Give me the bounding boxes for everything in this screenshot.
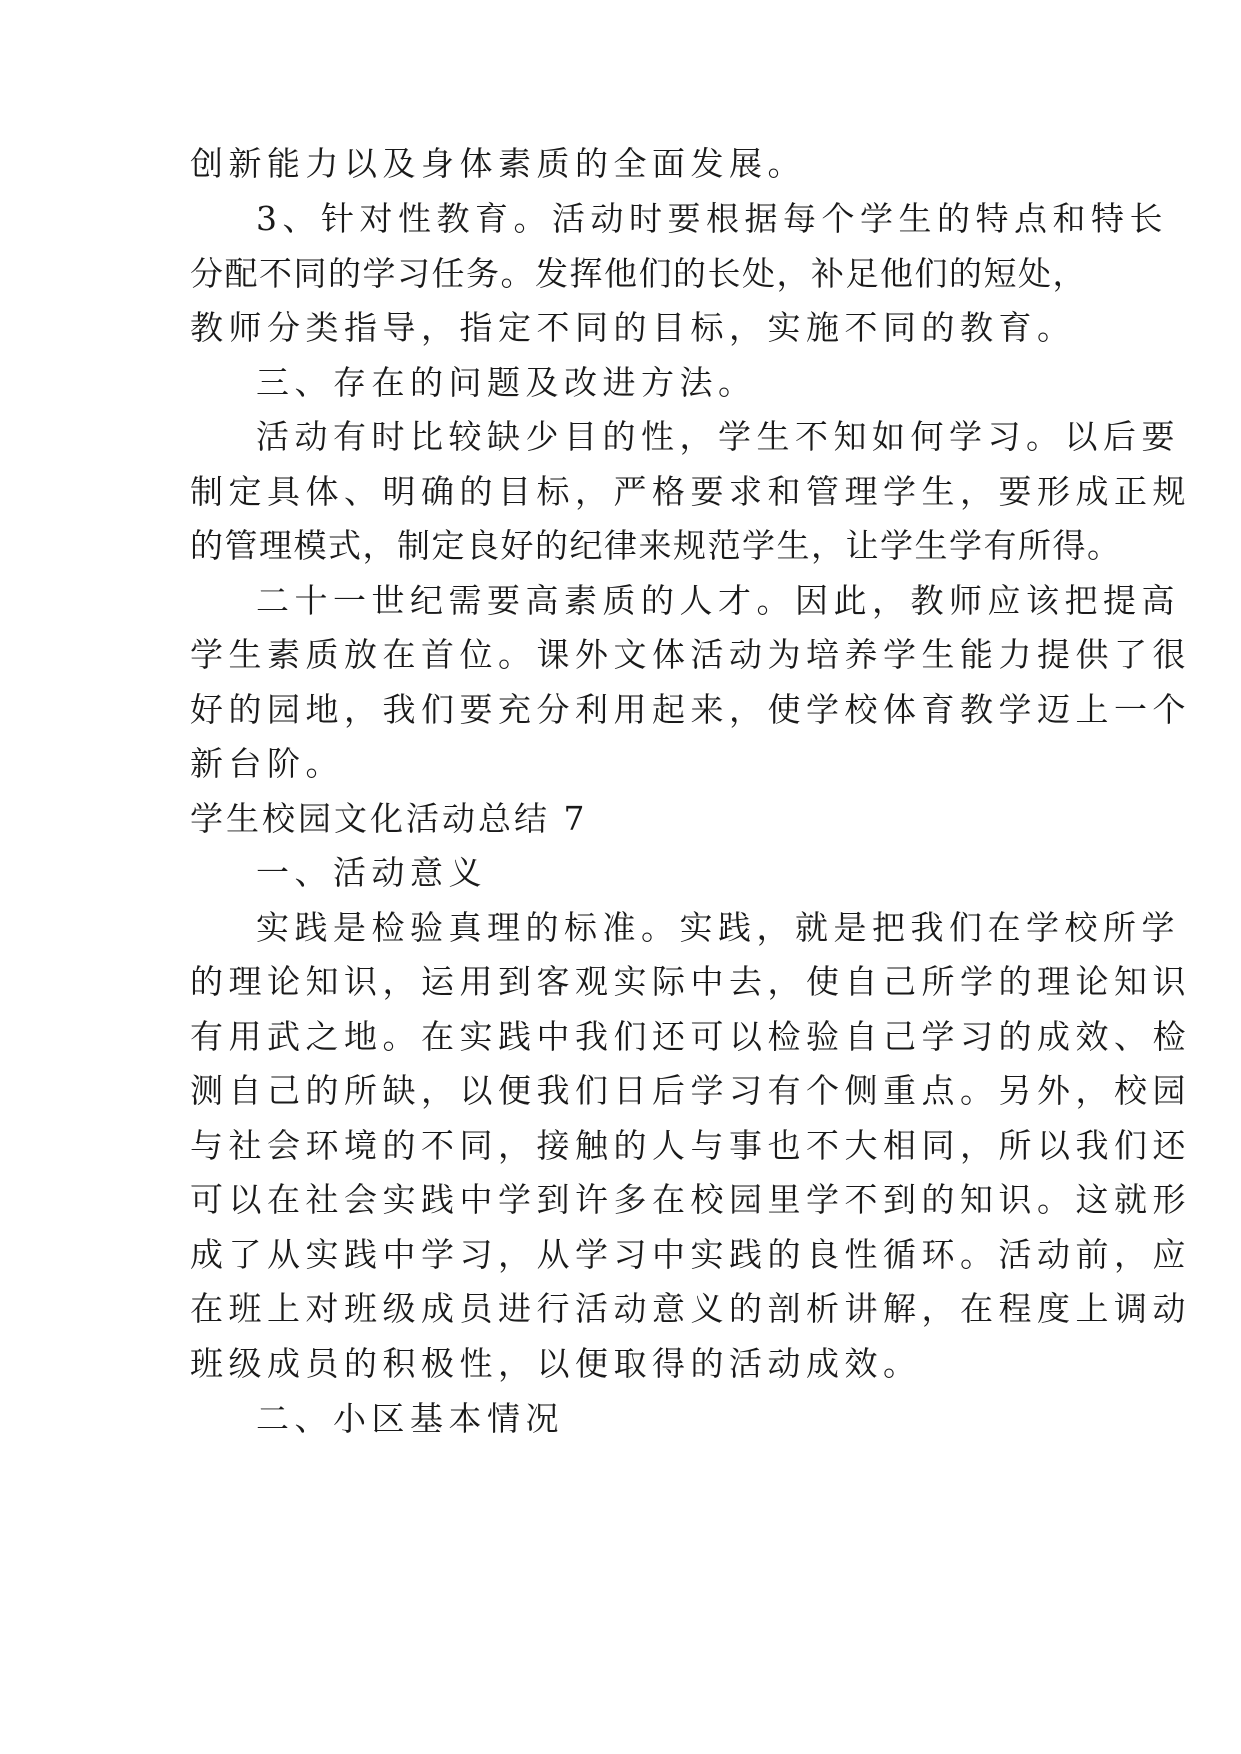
text-line: 3、针对性教育。活动时要根据每个学生的特点和特长 xyxy=(256,199,1168,238)
text-line: 实践是检验真理的标准。实践，就是把我们在学校所学 xyxy=(256,908,1180,947)
text-line: 创新能力以及身体素质的全面发展。 xyxy=(190,144,806,183)
text-line: 教师分类指导，指定不同的目标，实施不同的教育。 xyxy=(190,308,1076,347)
section-heading: 二、小区基本情况 xyxy=(256,1399,564,1438)
text-line: 在班上对班级成员进行活动意义的剖析讲解，在程度上调动 xyxy=(190,1289,1191,1328)
section-heading: 三、存在的问题及改进方法。 xyxy=(256,363,757,402)
text-line: 学生素质放在首位。课外文体活动为培养学生能力提供了很 xyxy=(190,635,1191,674)
text-line: 与社会环境的不同，接触的人与事也不大相同，所以我们还 xyxy=(190,1126,1191,1165)
text-line: 班级成员的积极性，以便取得的活动成效。 xyxy=(190,1344,922,1383)
text-line: 有用武之地。在实践中我们还可以检验自己学习的成效、检 xyxy=(190,1017,1191,1056)
text-line: 测自己的所缺，以便我们日后学习有个侧重点。另外，校园 xyxy=(190,1071,1191,1110)
text-line: 新台阶。 xyxy=(190,744,344,783)
document-title: 学生校园文化活动总结 7 xyxy=(190,799,588,838)
section-heading: 一、活动意义 xyxy=(256,853,487,892)
text-line: 好的园地，我们要充分利用起来，使学校体育教学迈上一个 xyxy=(190,690,1191,729)
text-line: 成了从实践中学习，从学习中实践的良性循环。活动前，应 xyxy=(190,1235,1191,1274)
text-line: 活动有时比较缺少目的性，学生不知如何学习。以后要 xyxy=(256,417,1180,456)
text-line: 分配不同的学习任务。发挥他们的长处，补足他们的短处， xyxy=(190,254,1087,293)
text-line: 制定具体、明确的目标，严格要求和管理学生，要形成正规 xyxy=(190,472,1191,511)
text-line: 的管理模式，制定良好的纪律来规范学生，让学生学有所得。 xyxy=(190,526,1122,565)
text-line: 的理论知识，运用到客观实际中去，使自己所学的理论知识 xyxy=(190,962,1191,1001)
text-line: 二十一世纪需要高素质的人才。因此，教师应该把提高 xyxy=(256,581,1180,620)
text-line: 可以在社会实践中学到许多在校园里学不到的知识。这就形 xyxy=(190,1180,1191,1219)
